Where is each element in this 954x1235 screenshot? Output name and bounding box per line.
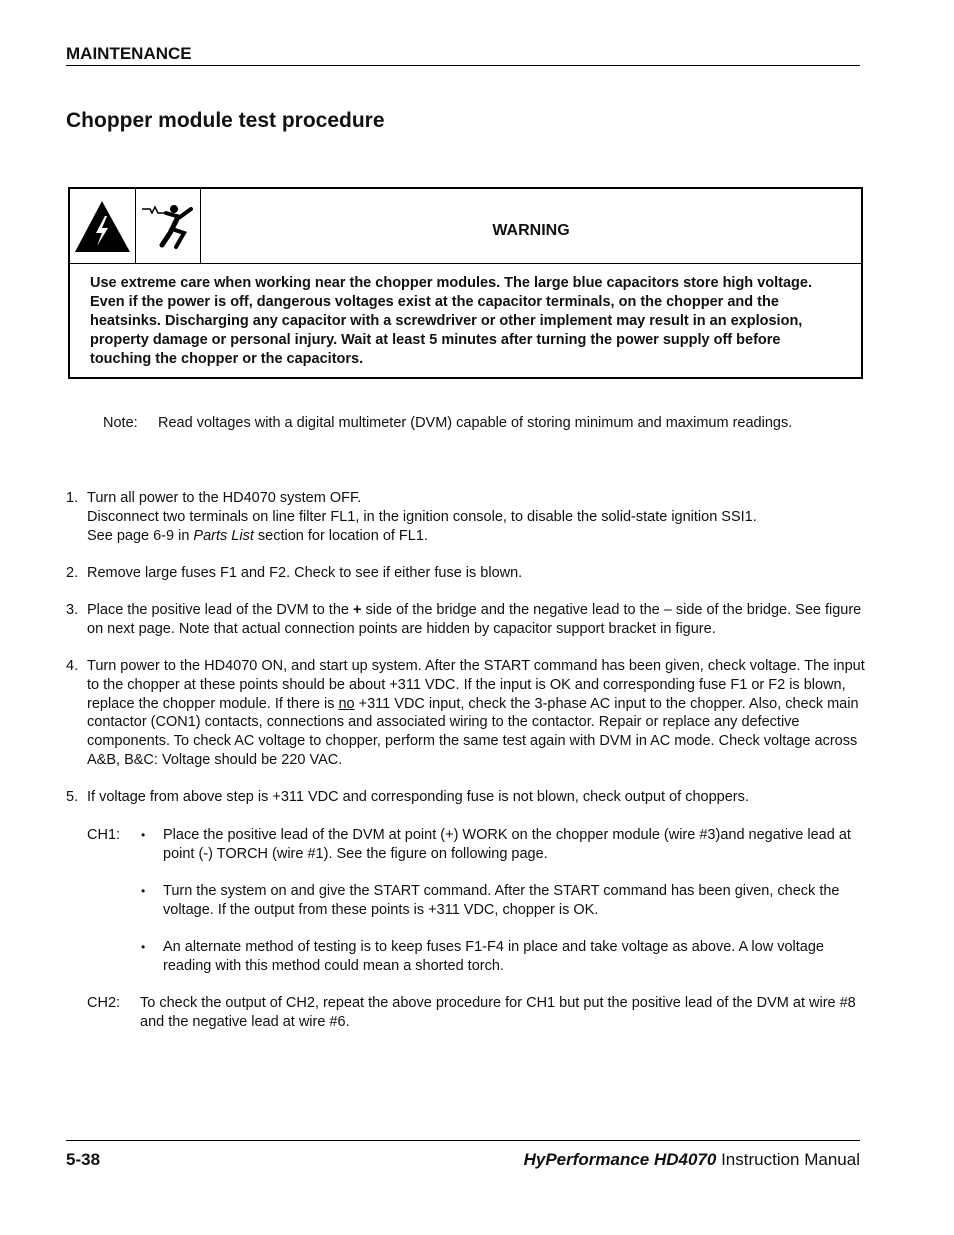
step-3	[66, 601, 867, 639]
step-1-line-3: See page 6-9 in Parts List section for location of FL1.	[87, 527, 428, 544]
bullet: •	[141, 884, 146, 898]
note	[103, 415, 792, 431]
ch1-item-2: Turn the system on and give the START command. After the START command has been given, check the voltage. If the output from these points is +311 VDC, chopper is OK.	[163, 883, 840, 918]
shock-icon-cell	[136, 189, 201, 263]
note-text: Read voltages with a digital multimeter (DVM) capable of storing minimum and maximum readings.	[158, 415, 793, 431]
bullet: •	[141, 940, 146, 954]
manual-label: Instruction Manual	[716, 1150, 860, 1169]
step-number: 1.	[66, 490, 79, 506]
page-title: Chopper module test procedure	[66, 109, 385, 132]
step-1-line-1: Turn all power to the HD4070 system OFF.	[87, 490, 362, 506]
step-1	[66, 489, 867, 545]
bottom-rule	[66, 1140, 860, 1141]
ch1-item-1: Place the positive lead of the DVM at point (+) WORK on the chopper module (wire #3)and negative lead at point (-) TORCH (wire #1). See the figure on following page.	[163, 827, 851, 862]
step-1-line-2: Disconnect two terminals on line filter FL1, in the ignition console, to disable the solid-state ignition SSI1.	[87, 508, 757, 525]
step-5	[66, 788, 867, 807]
warning-icon-cell	[70, 189, 136, 263]
step-number: 2.	[66, 565, 79, 581]
ch2-label: CH2:	[87, 995, 121, 1011]
ch1-label: CH1:	[87, 827, 121, 843]
electric-shock-triangle-icon	[70, 189, 135, 263]
step-2	[66, 564, 867, 583]
step-5-text: If voltage from above step is +311 VDC and corresponding fuse is not blown, check output of choppers.	[87, 789, 749, 805]
warning-title: WARNING	[492, 222, 570, 239]
ch2-text: To check the output of CH2, repeat the above procedure for CH1 but put the positive lead of the DVM at wire #8 and the negative lead at wire #6.	[140, 995, 856, 1030]
step-number: 3.	[66, 602, 79, 618]
parts-list-reference: Parts List	[193, 527, 254, 544]
warning-text: Use extreme care when working near the chopper modules. The large blue capacitors store high voltage. Even if the power is off, dangerous voltages exist at the capacitor terminals, on the chopper and the heatsinks. Discharging any capacitor with a screwdriver or other implement may result in an explosion, property damage or personal injury. Wait at least 5 minutes after turning the power supply off before touching the chopper or the capacitors.	[90, 275, 812, 367]
step-3-text: Place the positive lead of the DVM to the + side of the bridge and the negative lead to the – side of the bridge. See figure on next page. Note that actual connection points are hidden by capacitor support bracket in figure.	[87, 602, 862, 637]
note-label: Note:	[103, 415, 138, 431]
step-number: 5.	[66, 789, 79, 805]
page-number: 5-38	[66, 1150, 101, 1169]
step-4	[66, 657, 867, 770]
bullet: •	[141, 828, 146, 842]
section-header: MAINTENANCE	[66, 44, 192, 63]
warning-box	[68, 187, 863, 379]
step-2-text: Remove large fuses F1 and F2. Check to see if either fuse is blown.	[87, 565, 523, 581]
step-number: 4.	[66, 658, 79, 674]
step-4-text: Turn power to the HD4070 ON, and start up system. After the START command has been given, check voltage. The input to the chopper at these points should be about +311 VDC. If the input is OK and corresponding fuse F1 or F2 is blown, replace the chopper module. If there is no +311 VDC input, check the 3-phase AC input to the chopper. Also, check main contactor (CON1) contacts, connections and associated wiring to the contactor. Repair or replace any defective components. To check AC voltage to chopper, perform the same test again with DVM in AC mode. Check voltage across A&B, B&C: Voltage should be 220 VAC.	[87, 658, 865, 768]
manual-title	[524, 1150, 860, 1170]
shock-person-icon	[136, 189, 200, 263]
top-rule	[66, 65, 860, 66]
warning-header-row	[70, 189, 861, 264]
ch1-item-3: An alternate method of testing is to keep fuses F1-F4 in place and take voltage as above. A low voltage reading with this method could mean a shorted torch.	[163, 939, 824, 974]
product-name: HyPerformance HD4070	[523, 1150, 717, 1169]
